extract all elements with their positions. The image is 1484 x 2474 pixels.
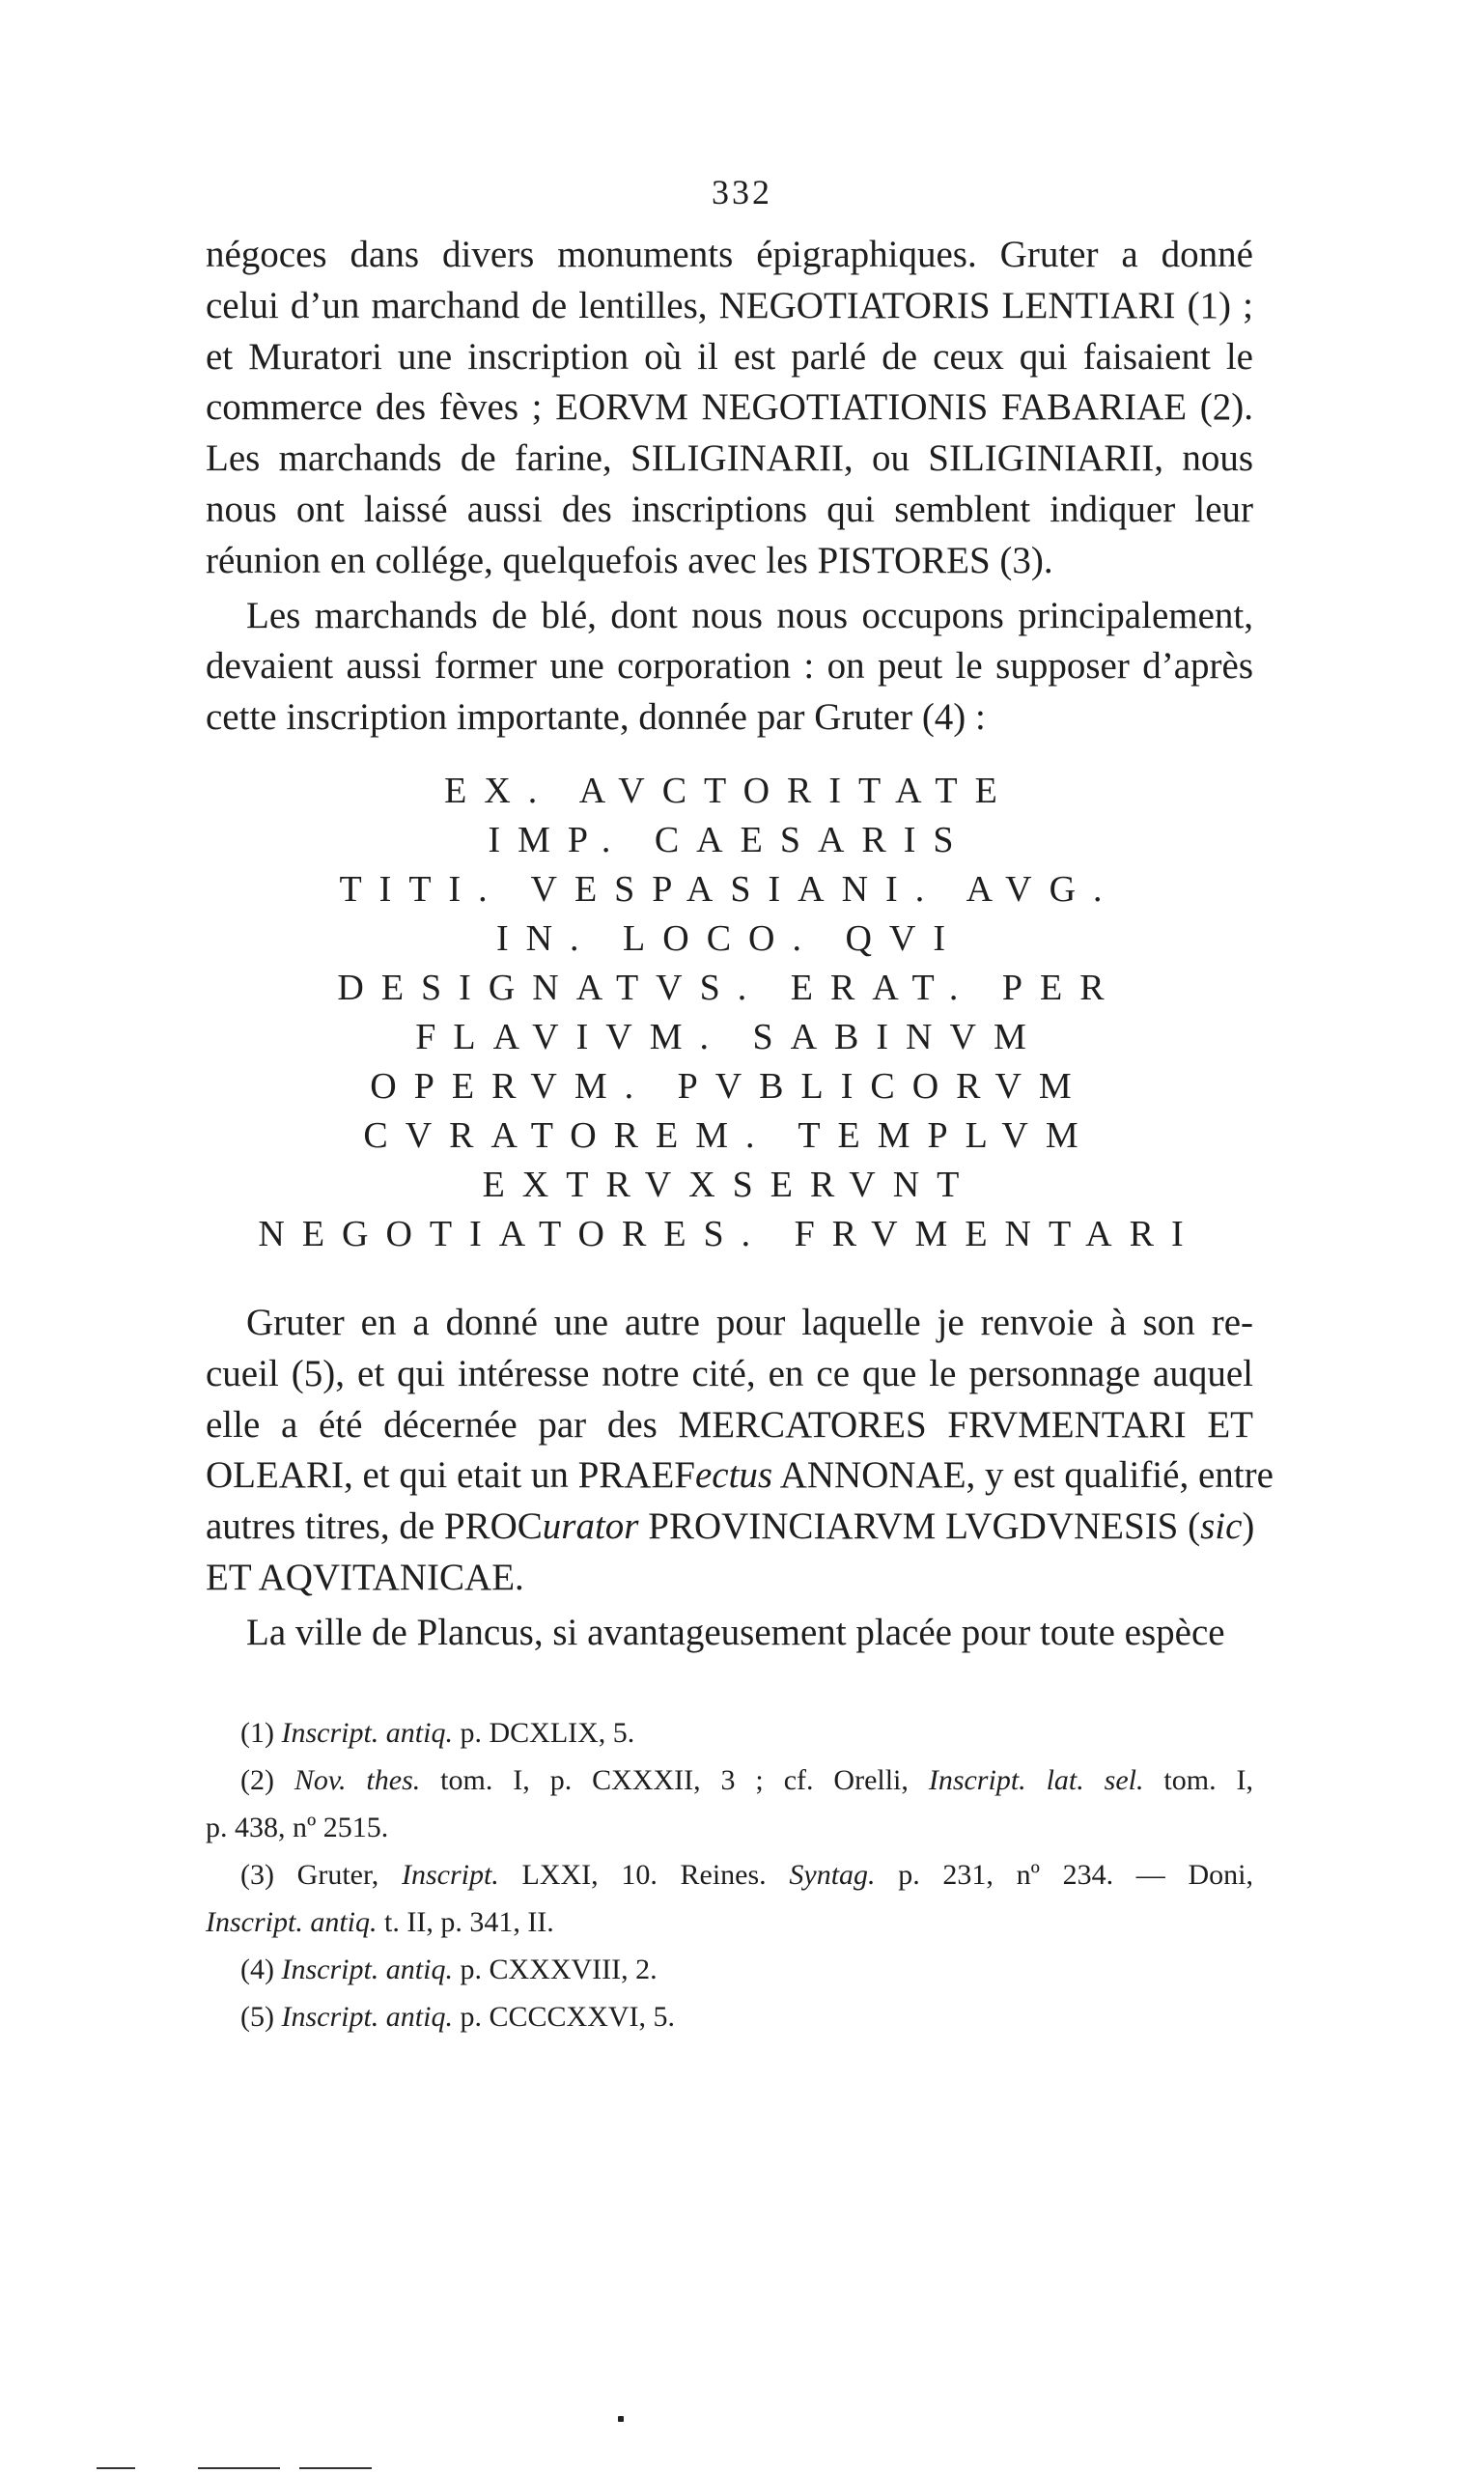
page-number: 332 bbox=[712, 173, 772, 211]
footnote-3: (3) Gruter, Inscript. LXXI, 10. Reines. Syntag. p. 231, nº 234. — Doni, bbox=[240, 1859, 1253, 1891]
text-line: La ville de Plancus, si avantageusement placée pour toute espèce bbox=[246, 1611, 1225, 1653]
inscription-line: FLAVIVM. SABINVM bbox=[415, 1017, 1044, 1057]
footnote-4: (4) Inscript. antiq. p. CXXXVIII, 2. bbox=[240, 1954, 658, 1985]
inscription-line: DESIGNATVS. ERAT. PER bbox=[337, 968, 1122, 1008]
text-line: réunion en collége, quelquefois avec les PISTORES (3). bbox=[206, 539, 1053, 581]
inscription-line: TITI. VESPASIANI. AVG. bbox=[339, 869, 1120, 910]
text-line: cueil (5), et qui intéresse notre cité, en ce que le personnage auquel bbox=[206, 1352, 1253, 1394]
inscription-line: CVRATOREM. TEMPLVM bbox=[363, 1115, 1096, 1156]
text-line: nous ont laissé aussi des inscriptions qui semblent indiquer leur bbox=[206, 488, 1253, 530]
inscription-line: OPERVM. PVBLICORVM bbox=[370, 1066, 1089, 1107]
inscription-line: IN. LOCO. QVI bbox=[495, 918, 964, 959]
footnote-5: (5) Inscript. antiq. p. CCCCXXVI, 5. bbox=[240, 2001, 676, 2033]
text-line: et Muratori une inscription où il est parlé de ceux qui faisaient le bbox=[206, 335, 1253, 378]
paragraph-3 bbox=[206, 1298, 1274, 1659]
ink-dot bbox=[618, 2416, 624, 2422]
text-line: ET AQVITANICAE. bbox=[206, 1556, 524, 1598]
inscription-line: EXTRVXSERVNT bbox=[482, 1165, 977, 1205]
paragraph-1 bbox=[206, 230, 1253, 744]
text-line: celui d’un marchand de lentilles, NEGOTIATORIS LENTIARI (1) ; bbox=[206, 284, 1253, 326]
text-line: OLEARI, et qui etait un PRAEFectus ANNONAE, y est qualifié, entre bbox=[206, 1454, 1274, 1497]
text-line: devaient aussi former une corporation : on peut le supposer d’après bbox=[206, 645, 1253, 688]
inscription-line: EX. AVCTORITATE bbox=[444, 771, 1015, 811]
text-line: elle a été décernée par des MERCATORES FRVMENTARI ET bbox=[206, 1403, 1253, 1446]
text-line: négoces dans divers monuments épigraphiques. Gruter a donné bbox=[206, 234, 1253, 275]
text-line: commerce des fèves ; EORVM NEGOTIATIONIS FABARIAE (2). bbox=[206, 386, 1253, 429]
edge-rule bbox=[97, 2467, 135, 2469]
text-line: Gruter en a donné une autre pour laquelle je renvoie à son re- bbox=[246, 1302, 1253, 1343]
edge-rule bbox=[299, 2467, 372, 2469]
text-line: Les marchands de farine, SILIGINARII, ou SILIGINIARII, nous bbox=[206, 437, 1253, 480]
footnote-2-cont: p. 438, nº 2515. bbox=[206, 1812, 389, 1843]
footnote-2: (2) Nov. thes. tom. I, p. CXXXII, 3 ; cf. Orelli, Inscript. lat. sel. tom. I, bbox=[240, 1764, 1254, 1796]
text-line: cette inscription importante, donnée par Gruter (4) : bbox=[206, 696, 986, 739]
inscription-line: IMP. CAESARIS bbox=[488, 820, 971, 860]
footnote-1: (1) Inscript. antiq. p. DCXLIX, 5. bbox=[240, 1717, 635, 1749]
latin-inscription bbox=[206, 767, 1253, 1259]
text-line: Les marchands de blé, dont nous nous occupons principalement, bbox=[246, 594, 1253, 636]
inscription-line: NEGOTIATORES. FRVMENTARI bbox=[258, 1214, 1201, 1254]
footnotes bbox=[206, 1709, 1253, 2040]
edge-rule bbox=[198, 2467, 280, 2469]
text-line: autres titres, de PROCurator PROVINCIARVM LVGDVNESIS (sic) bbox=[206, 1505, 1255, 1548]
footnote-3-cont: Inscript. antiq. t. II, p. 341, II. bbox=[206, 1906, 554, 1938]
